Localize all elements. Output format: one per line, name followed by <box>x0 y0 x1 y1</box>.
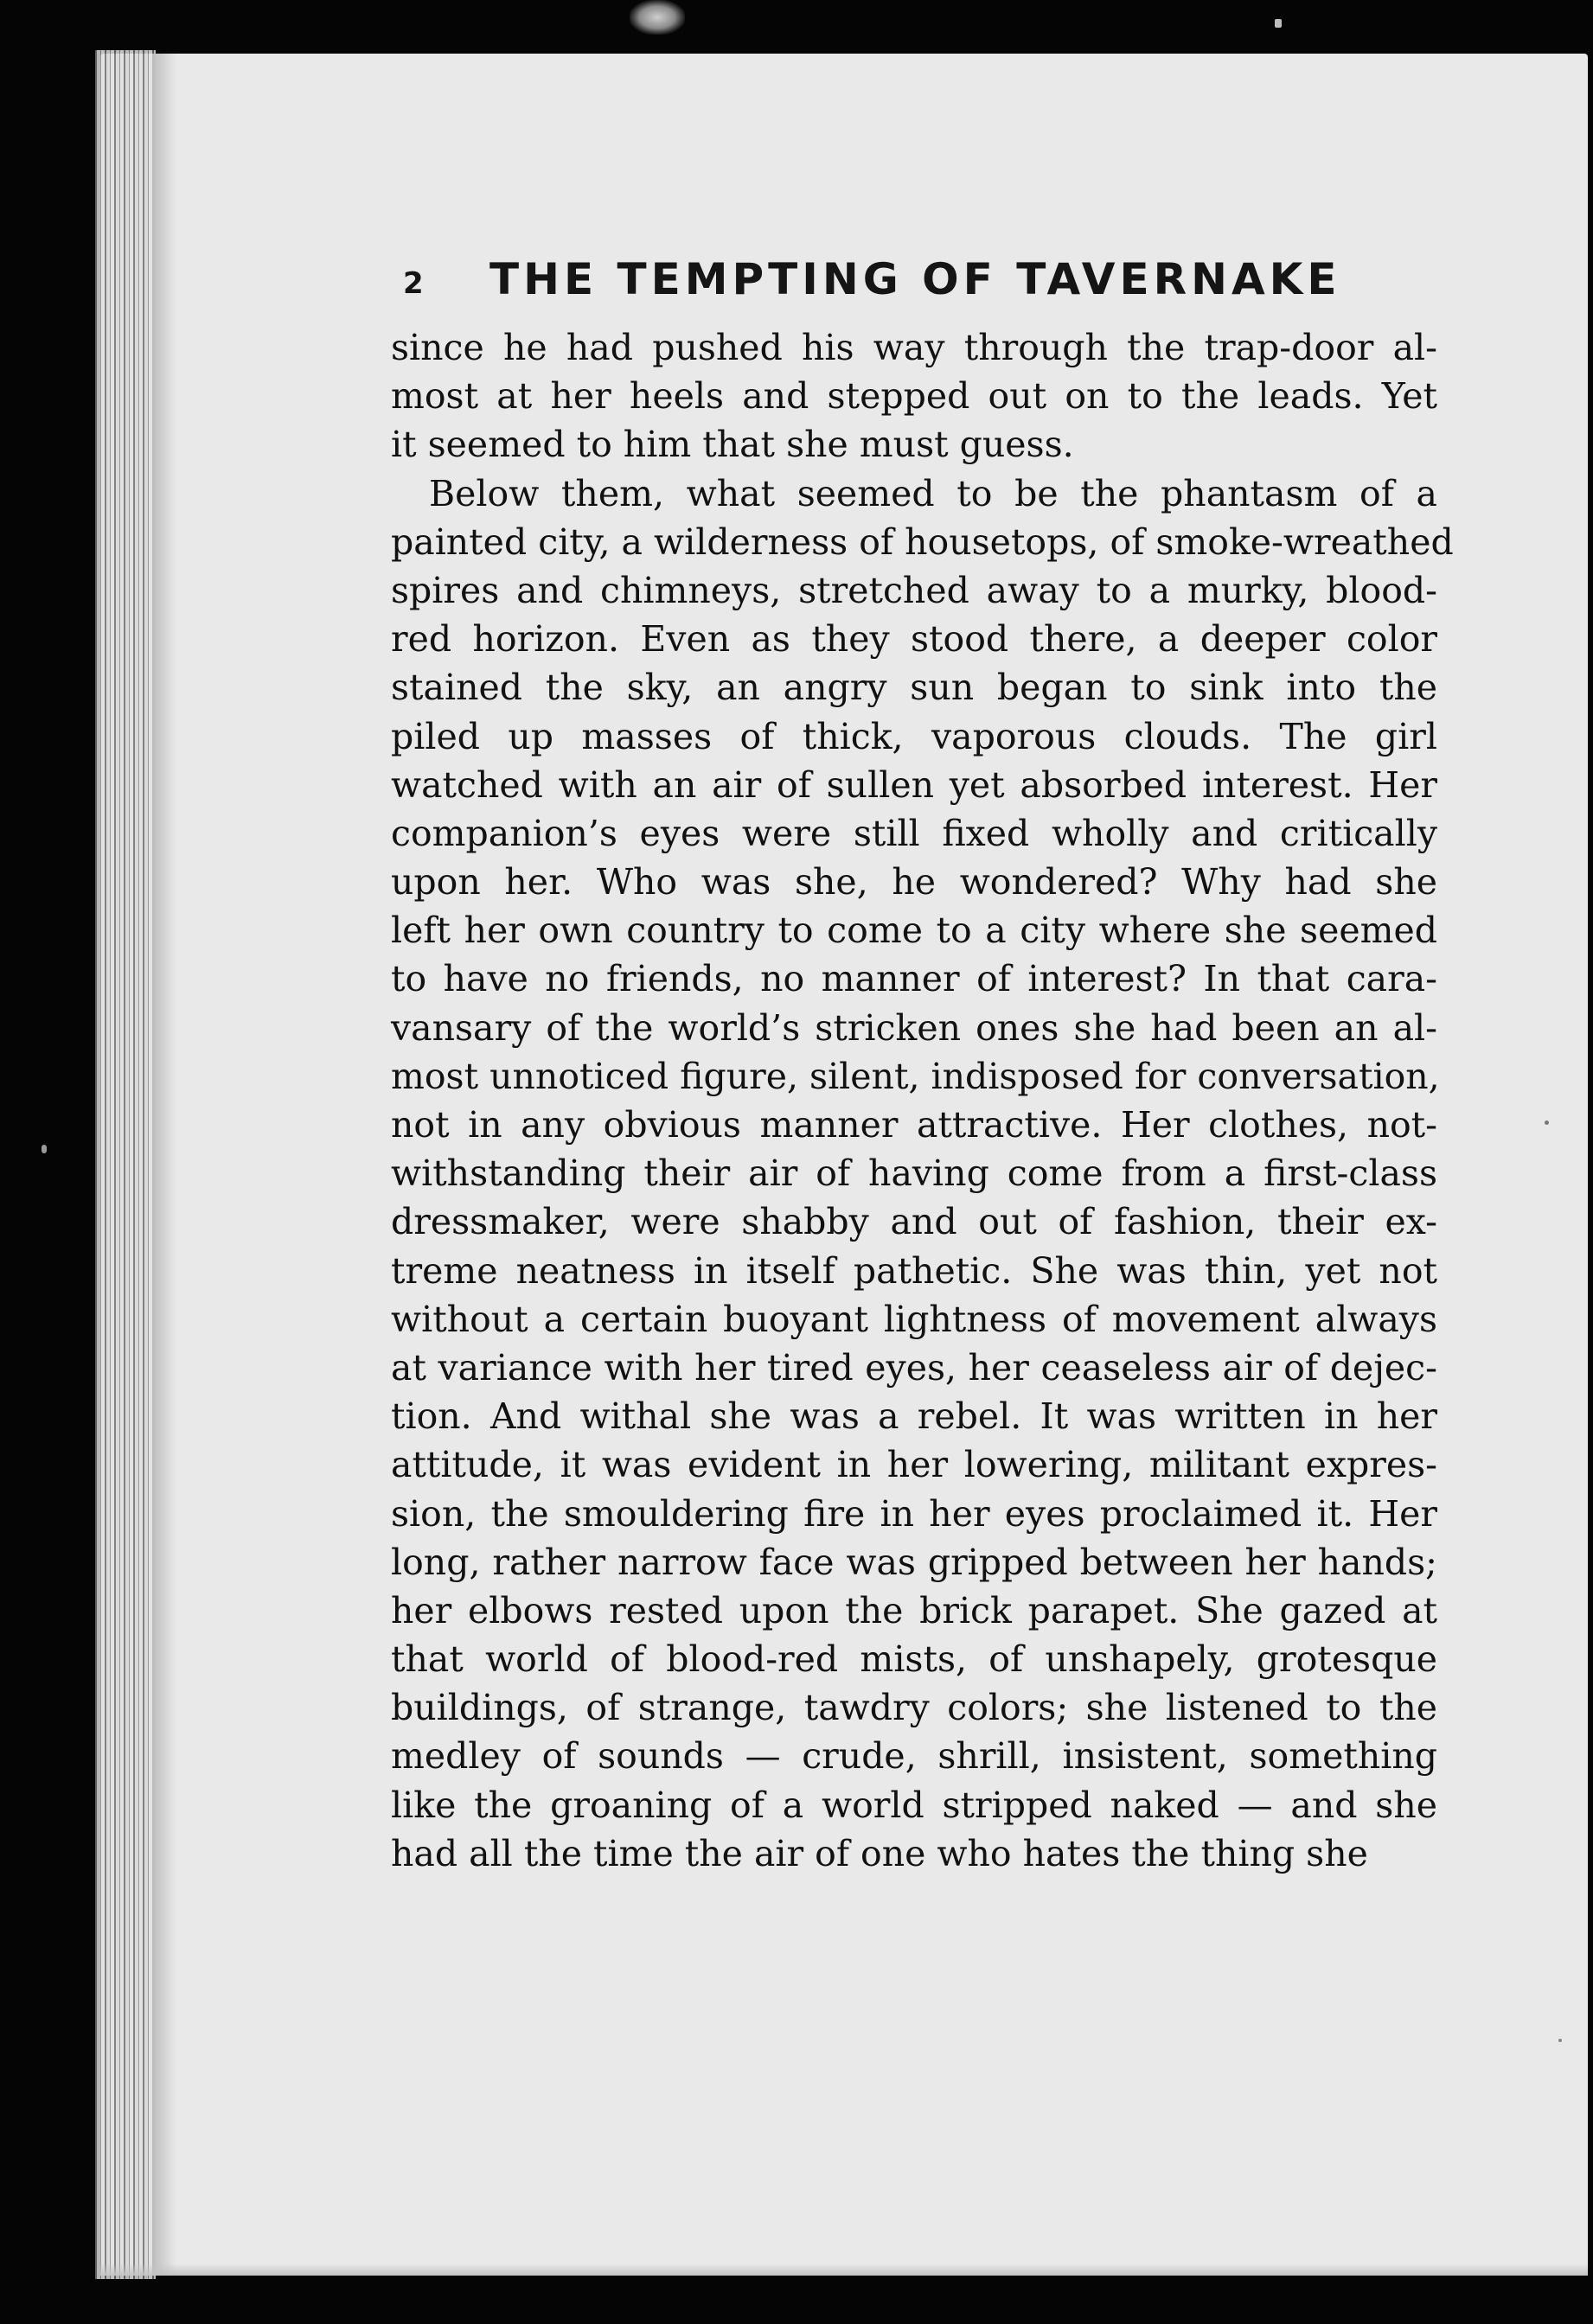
text-line: watched with an air of sullen yet absorbed interest. Her <box>391 763 1437 806</box>
text-line: dressmaker, were shabby and out of fashion, their ex- <box>391 1201 1437 1243</box>
text-line: left her own country to come to a city where she seemed <box>391 910 1437 952</box>
text-line: attitude, it was evident in her lowering, militant expres- <box>391 1444 1437 1486</box>
text-line: medley of sounds — crude, shrill, insistent, something <box>391 1735 1437 1778</box>
text-line: since he had pushed his way through the trap-door al- <box>391 327 1437 368</box>
text-line: painted city, a wilderness of housetops, of smoke-wreathed <box>391 520 1454 563</box>
text-line: most unnoticed figure, silent, indisposed for conversation, <box>391 1055 1440 1097</box>
text-line: withstanding their air of having come from a first-class <box>391 1152 1437 1195</box>
page-bottom-edge <box>100 2263 1588 2276</box>
page-binding-edge <box>95 50 156 2279</box>
text-line: red horizon. Even as they stood there, a deeper color <box>391 618 1437 661</box>
body-text <box>391 323 1454 1878</box>
binding-shadow <box>152 54 176 2276</box>
text-line: sion, the smouldering fire in her eyes proclaimed it. Her <box>391 1492 1437 1535</box>
text-line: not in any obvious manner attractive. Her clothes, not- <box>391 1104 1437 1146</box>
text-line: piled up masses of thick, vaporous clouds. The girl <box>391 715 1437 757</box>
text-line: had all the time the air of one who hates the thing she <box>391 1832 1368 1874</box>
text-line: vansary of the world’s stricken ones she had been an al- <box>391 1006 1437 1049</box>
paragraph-2 <box>391 469 1454 1878</box>
scan-artifact-mark <box>630 0 685 35</box>
text-line: spires and chimneys, stretched away to a murky, blood- <box>391 569 1437 611</box>
text-line: upon her. Who was she, he wondered? Why had she <box>391 861 1437 903</box>
page-number: 2 <box>403 266 424 301</box>
running-title: THE TEMPTING OF TAVERNAKE <box>489 254 1341 304</box>
text-line: buildings, of strange, tawdry colors; she listened to the <box>391 1687 1437 1729</box>
text-line: stained the sky, an angry sun began to sink into the <box>391 667 1437 709</box>
scan-artifact-speck <box>42 1145 47 1153</box>
text-line: like the groaning of a world stripped naked — and she <box>391 1784 1437 1826</box>
text-line: without a certain buoyant lightness of movement always <box>391 1298 1437 1340</box>
scan-artifact-speck <box>1545 1120 1549 1125</box>
text-line: treme neatness in itself pathetic. She was thin, yet not <box>391 1249 1437 1292</box>
text-line: her elbows rested upon the brick parapet. She gazed at <box>391 1589 1437 1631</box>
text-line: most at her heels and stepped out on to the leads. Yet <box>391 375 1437 418</box>
paragraph-1 <box>391 323 1437 469</box>
text-line: companion’s eyes were still fixed wholly and critically <box>391 812 1437 854</box>
text-line: Below them, what seemed to be the phantasm of a <box>429 472 1437 514</box>
text-line: it seemed to him that she must guess. <box>391 424 1074 466</box>
text-line: tion. And withal she was a rebel. It was written in her <box>391 1395 1437 1438</box>
text-line: to have no friends, no manner of interest? In that cara- <box>391 958 1437 1000</box>
text-line: long, rather narrow face was gripped between her hands; <box>391 1541 1437 1583</box>
scan-artifact-speck <box>1558 2039 1562 2042</box>
scan-artifact-speck <box>1275 19 1282 28</box>
running-header <box>403 251 1441 320</box>
text-line: that world of blood-red mists, of unshapely, grotesque <box>391 1638 1437 1681</box>
text-line: at variance with her tired eyes, her ceaseless air of dejec- <box>391 1346 1437 1389</box>
